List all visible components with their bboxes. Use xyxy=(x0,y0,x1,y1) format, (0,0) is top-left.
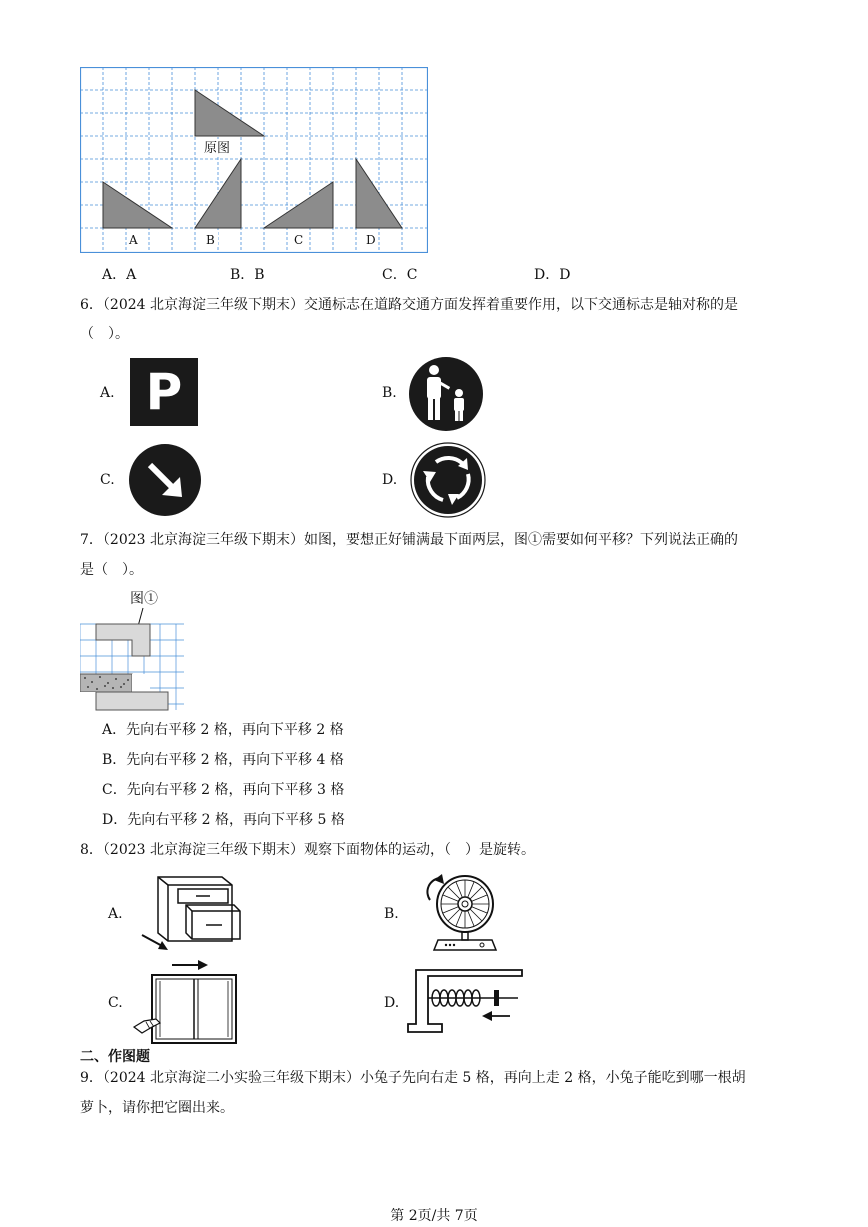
q5-grid-figure xyxy=(80,67,428,253)
parking-letter: P xyxy=(145,363,183,421)
q8-label-a[interactable]: A. xyxy=(108,906,123,922)
page-footer: 第 2页/共 7页 xyxy=(390,1208,478,1224)
figure-1-shape xyxy=(96,624,150,656)
label-original: 原图 xyxy=(204,141,231,156)
q7-text-line2: 是（ ）。 xyxy=(80,562,143,578)
q7-option-b[interactable]: B．先向右平移 2 格，再向下平移 4 格 xyxy=(102,752,344,768)
q8-text: 8．（2023 北京海淀三年级下期末）观察下面物体的运动，（ ）是旋转。 xyxy=(80,842,535,858)
fan-icon[interactable] xyxy=(410,870,510,954)
q9-text-line2: 萝卜，请你把它圈出来。 xyxy=(80,1100,234,1116)
label-c: C xyxy=(294,233,304,247)
q7-figure xyxy=(80,586,190,712)
speckled-block xyxy=(80,674,132,692)
triangle-c xyxy=(264,182,333,228)
q5-option-a[interactable]: A．A xyxy=(102,267,137,283)
q6-text-line1: 6．（2024 北京海淀三年级下期末）交通标志在道路交通方面发挥着重要作用，以下交通标志是轴对称的是 xyxy=(80,297,738,313)
q7-option-c[interactable]: C．先向右平移 2 格，再向下平移 3 格 xyxy=(102,782,345,798)
q5-option-c[interactable]: C．C xyxy=(382,267,418,283)
q7-option-d[interactable]: D．先向右平移 2 格，再向下平移 5 格 xyxy=(102,812,345,828)
sliding-window-icon[interactable] xyxy=(130,957,240,1047)
label-d: D xyxy=(366,233,376,247)
bottom-block xyxy=(96,692,168,710)
q6-label-c[interactable]: C. xyxy=(100,472,115,488)
q5-option-b[interactable]: B．B xyxy=(230,267,265,283)
q5-option-d[interactable]: D．D xyxy=(534,267,571,283)
spring-clamp-icon[interactable] xyxy=(406,962,526,1042)
q6-label-b[interactable]: B. xyxy=(382,385,397,401)
label-a: A xyxy=(129,233,138,247)
q6-label-a[interactable]: A. xyxy=(100,385,115,401)
q6-text-line2: （ ）。 xyxy=(80,326,129,342)
pedestrian-sign-icon[interactable] xyxy=(408,356,484,432)
figure-1-label: 图① xyxy=(130,591,158,607)
original-triangle xyxy=(195,90,264,136)
q9-text-line1: 9．（2024 北京海淀二小实验三年级下期末）小兔子先向右走 5 格，再向上走 2 格，小兔子能吃到哪一根胡 xyxy=(80,1070,746,1086)
q6-label-d[interactable]: D. xyxy=(382,472,398,488)
label-b: B xyxy=(206,233,215,247)
q7-option-a[interactable]: A．先向右平移 2 格，再向下平移 2 格 xyxy=(102,722,344,738)
q7-text-line1: 7．（2023 北京海淀三年级下期末）如图，要想正好铺满最下面两层，图①需要如何平移？下列说法正确的 xyxy=(80,532,738,548)
drawer-icon[interactable] xyxy=(136,873,246,953)
parking-sign-icon[interactable] xyxy=(130,358,198,426)
roundabout-sign-icon[interactable] xyxy=(410,442,486,518)
q8-label-b[interactable]: B. xyxy=(384,906,399,922)
arrow-sign-icon[interactable] xyxy=(128,443,202,517)
q8-label-d[interactable]: D. xyxy=(384,995,400,1011)
section-2-title: 二、作图题 xyxy=(80,1049,150,1065)
q8-label-c[interactable]: C. xyxy=(108,995,123,1011)
